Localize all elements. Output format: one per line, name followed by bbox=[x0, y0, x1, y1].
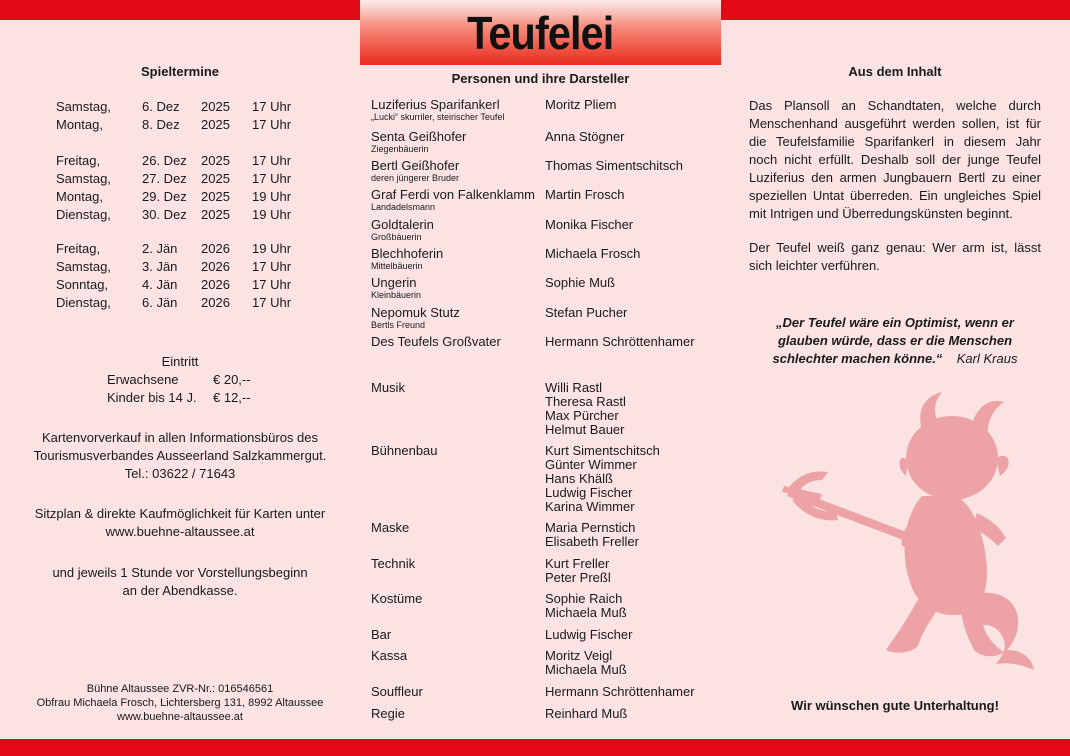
schedule-year: 2025 bbox=[201, 207, 230, 222]
role-name: Graf Ferdi von Falkenklamm bbox=[371, 187, 535, 202]
crew-label: Maske bbox=[371, 520, 410, 535]
crew-names bbox=[545, 381, 626, 437]
crew-name: Max Pürcher bbox=[545, 408, 619, 423]
crew-label: Souffleur bbox=[371, 684, 423, 699]
crew-label: Bühnenbau bbox=[371, 443, 438, 458]
page-title: Teufelei bbox=[467, 7, 614, 59]
schedule-date: 8. Dez bbox=[142, 117, 180, 132]
devil-with-trident-icon bbox=[782, 388, 1042, 678]
schedule-day: Dienstag, bbox=[56, 295, 111, 310]
schedule-row bbox=[0, 188, 360, 206]
crew-name: Willi Rastl bbox=[545, 380, 603, 395]
schedule-day: Samstag, bbox=[56, 259, 111, 274]
content-heading: Aus dem Inhalt bbox=[848, 64, 942, 79]
vorverkauf-info: Kartenvorverkauf in allen Informationsbüros des Tourismusverbandes Ausseerland Salzkammergut. Tel.: 03622 / 71643 bbox=[33, 430, 327, 481]
sitzplan-info: Sitzplan & direkte Kaufmöglichkeit für Karten unter www.buehne-altaussee.at bbox=[0, 505, 360, 541]
schedule-day: Montag, bbox=[56, 117, 103, 132]
schedule-row bbox=[0, 206, 360, 224]
cast-role bbox=[371, 187, 535, 212]
crew-names bbox=[545, 685, 695, 699]
website-link[interactable]: www.buehne-altaussee.at bbox=[105, 524, 255, 539]
schedule-row bbox=[0, 98, 360, 116]
quote-author: Karl Kraus bbox=[956, 351, 1018, 366]
cast-role bbox=[371, 246, 443, 271]
role-name: Senta Geißhofer bbox=[371, 129, 467, 144]
schedule-time: 17 Uhr bbox=[252, 117, 292, 132]
crew-name: Sophie Raich bbox=[545, 591, 623, 606]
crew-label: Kassa bbox=[371, 648, 408, 663]
schedule-row bbox=[0, 258, 360, 276]
schedule-day: Freitag, bbox=[56, 153, 101, 168]
role-description: Mittelbäuerin bbox=[371, 261, 423, 271]
cast-role bbox=[371, 217, 434, 242]
crew-name: Maria Pernstich bbox=[545, 520, 636, 535]
role-description: Bertls Freund bbox=[371, 320, 426, 330]
schedule-time: 19 Uhr bbox=[252, 207, 292, 222]
price-label: Kinder bis 14 J. bbox=[107, 390, 197, 405]
role-name: Blechhoferin bbox=[371, 246, 444, 261]
content-paragraph-1: Das Plansoll an Schandtaten, welche durch Menschenhand ausgeführt werden sollen, ist für die Teufelsfamilie Sparifankerl in diesem Jahr noch nicht erfüllt. Deshalb soll der junge Teufel Luziferius den armen Jungbauern Bertl zu einer speziellen Untat überreden. Ein ungleiches Spiel mit Intrigen und Überredungskünsten beginnt. bbox=[749, 98, 1041, 221]
role-name: Ungerin bbox=[371, 275, 417, 290]
crew-names bbox=[545, 557, 611, 585]
price-row bbox=[0, 389, 360, 407]
schedule-day: Samstag, bbox=[56, 99, 111, 114]
cast-role bbox=[371, 129, 466, 154]
schedule-year: 2026 bbox=[201, 295, 230, 310]
crew-name: Günter Wimmer bbox=[545, 457, 637, 472]
closing-line: Wir wünschen gute Unterhaltung! bbox=[791, 698, 999, 713]
schedule-year: 2026 bbox=[201, 277, 230, 292]
price-row bbox=[0, 371, 360, 389]
role-description: Großbäuerin bbox=[371, 232, 422, 242]
cast-actor: Moritz Pliem bbox=[545, 97, 617, 112]
schedule-year: 2025 bbox=[201, 99, 230, 114]
role-name: Nepomuk Stutz bbox=[371, 305, 460, 320]
crew-name: Elisabeth Freller bbox=[545, 534, 639, 549]
crew-names bbox=[545, 707, 627, 721]
crew-name: Ludwig Fischer bbox=[545, 627, 633, 642]
role-description: Ziegenbäuerin bbox=[371, 144, 429, 154]
role-description: deren jüngerer Bruder bbox=[371, 173, 460, 183]
cast-role bbox=[371, 334, 501, 350]
schedule-row bbox=[0, 276, 360, 294]
footer-info: Bühne Altaussee ZVR-Nr.: 016546561 Obfrau Michaela Frosch, Lichtersberg 131, 8992 Altaussee www.buehne-altaussee.at bbox=[0, 682, 360, 724]
schedule-day: Sonntag, bbox=[56, 277, 109, 292]
crew-label: Musik bbox=[371, 380, 405, 395]
cast-actor: Sophie Muß bbox=[545, 275, 616, 290]
schedule-row bbox=[0, 170, 360, 188]
schedule-time: 17 Uhr bbox=[252, 295, 292, 310]
schedule-date: 6. Dez bbox=[142, 99, 180, 114]
crew-names bbox=[545, 628, 632, 642]
schedule-date: 4. Jän bbox=[142, 277, 178, 292]
crew-name: Michaela Muß bbox=[545, 662, 627, 677]
crew-name: Ludwig Fischer bbox=[545, 485, 633, 500]
schedule-heading: Spieltermine bbox=[140, 64, 220, 79]
role-name: Luziferius Sparifankerl bbox=[371, 97, 500, 112]
cast-actor: Martin Frosch bbox=[545, 187, 625, 202]
schedule-date: 2. Jän bbox=[142, 241, 178, 256]
role-name: Des Teufels Großvater bbox=[371, 334, 501, 349]
cast-heading: Personen und ihre Darsteller bbox=[451, 71, 630, 86]
crew-label: Regie bbox=[371, 706, 405, 721]
crew-name: Karina Wimmer bbox=[545, 499, 635, 514]
crew-names bbox=[545, 649, 627, 677]
schedule-date: 26. Dez bbox=[142, 153, 187, 168]
schedule-date: 27. Dez bbox=[142, 171, 187, 186]
crew-name: Michaela Muß bbox=[545, 605, 627, 620]
schedule-row bbox=[0, 116, 360, 134]
schedule-year: 2026 bbox=[201, 259, 230, 274]
schedule-time: 17 Uhr bbox=[252, 259, 292, 274]
schedule-year: 2026 bbox=[201, 241, 230, 256]
eintritt-heading: Eintritt bbox=[161, 354, 199, 369]
bottom-red-bar bbox=[0, 739, 1070, 756]
schedule-time: 17 Uhr bbox=[252, 153, 292, 168]
crew-label: Technik bbox=[371, 556, 416, 571]
schedule-time: 19 Uhr bbox=[252, 241, 292, 256]
cast-actor: Monika Fischer bbox=[545, 217, 634, 232]
crew-name: Helmut Bauer bbox=[545, 422, 625, 437]
crew-names bbox=[545, 444, 660, 514]
schedule-time: 17 Uhr bbox=[252, 277, 292, 292]
crew-label: Kostüme bbox=[371, 591, 423, 606]
crew-name: Hans Khälß bbox=[545, 471, 613, 486]
crew-name: Moritz Veigl bbox=[545, 648, 613, 663]
crew-names bbox=[545, 521, 639, 549]
schedule-day: Freitag, bbox=[56, 241, 101, 256]
schedule-year: 2025 bbox=[201, 153, 230, 168]
schedule-date: 30. Dez bbox=[142, 207, 187, 222]
role-name: Bertl Geißhofer bbox=[371, 158, 460, 173]
role-description: „Lucki“ skurriler, steirischer Teufel bbox=[371, 112, 505, 122]
schedule-year: 2025 bbox=[201, 117, 230, 132]
schedule-row bbox=[0, 294, 360, 312]
schedule-row bbox=[0, 152, 360, 170]
price-label: Erwachsene bbox=[107, 372, 179, 387]
crew-label: Bar bbox=[371, 627, 392, 642]
crew-name: Reinhard Muß bbox=[545, 706, 628, 721]
title-banner bbox=[360, 0, 721, 65]
crew-name: Peter Preßl bbox=[545, 570, 611, 585]
cast-actor: Stefan Pucher bbox=[545, 305, 628, 320]
footer-website-link[interactable]: www.buehne-altaussee.at bbox=[117, 711, 243, 723]
role-name: Goldtalerin bbox=[371, 217, 434, 232]
schedule-date: 29. Dez bbox=[142, 189, 187, 204]
crew-names bbox=[545, 592, 627, 620]
schedule-time: 19 Uhr bbox=[252, 189, 292, 204]
price-value: € 20,-- bbox=[213, 372, 251, 387]
abendkasse-info: und jeweils 1 Stunde vor Vorstellungsbeginn an der Abendkasse. bbox=[52, 565, 308, 598]
cast-actor: Michaela Frosch bbox=[545, 246, 641, 261]
schedule-row bbox=[0, 240, 360, 258]
cast-actor: Anna Stögner bbox=[545, 129, 625, 144]
schedule-year: 2025 bbox=[201, 189, 230, 204]
schedule-day: Montag, bbox=[56, 189, 103, 204]
schedule-year: 2025 bbox=[201, 171, 230, 186]
cast-actor: Thomas Simentschitsch bbox=[545, 158, 683, 173]
content-paragraph-2: Der Teufel weiß ganz genau: Wer arm ist, lässt sich leichter verführen. bbox=[749, 240, 1041, 273]
cast-actor: Hermann Schröttenhamer bbox=[545, 334, 695, 349]
quote: „Der Teufel wäre ein Optimist, wenn er glauben würde, dass er die Menschen schlechter machen könne.“ Karl Kraus bbox=[772, 315, 1018, 366]
role-description: Kleinbäuerin bbox=[371, 290, 422, 300]
schedule-day: Samstag, bbox=[56, 171, 111, 186]
cast-role bbox=[371, 305, 460, 330]
crew-name: Kurt Freller bbox=[545, 556, 610, 571]
schedule-date: 3. Jän bbox=[142, 259, 178, 274]
crew-name: Hermann Schröttenhamer bbox=[545, 684, 695, 699]
schedule-time: 17 Uhr bbox=[252, 99, 292, 114]
schedule-day: Dienstag, bbox=[56, 207, 111, 222]
price-value: € 12,-- bbox=[213, 390, 251, 405]
schedule-date: 6. Jän bbox=[142, 295, 178, 310]
role-description: Landadelsmann bbox=[371, 202, 436, 212]
cast-role bbox=[371, 97, 504, 122]
crew-name: Kurt Simentschitsch bbox=[545, 443, 660, 458]
crew-name: Theresa Rastl bbox=[545, 394, 626, 409]
cast-role bbox=[371, 158, 459, 183]
schedule-time: 17 Uhr bbox=[252, 171, 292, 186]
cast-role bbox=[371, 275, 421, 300]
